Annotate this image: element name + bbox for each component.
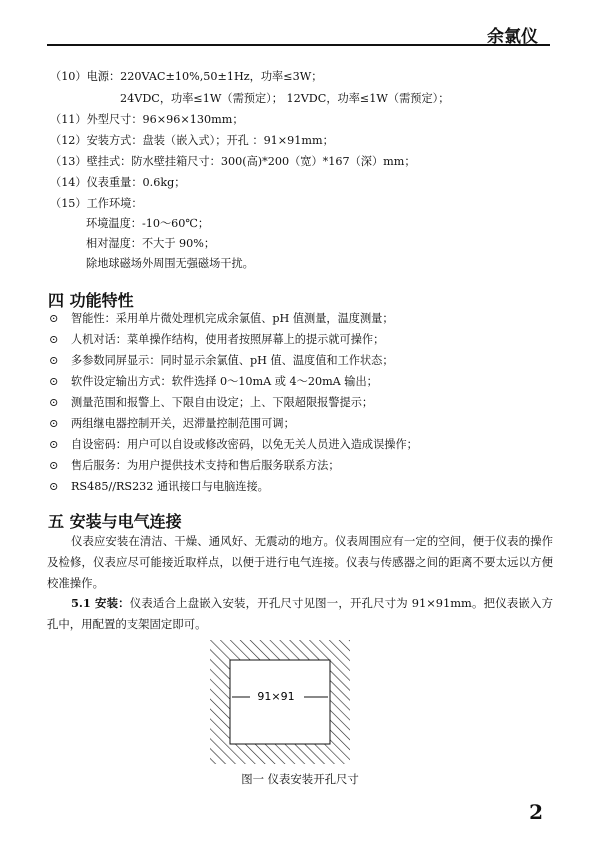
- feature-item: ⊙ RS485//RS232 通讯接口与电脑连接。: [49, 480, 269, 493]
- feature-item: ⊙ 测量范围和报警上、下限自由设定；上、下限超限报警提示；: [49, 396, 374, 409]
- section-5-1-label: 5.1 安装：: [71, 596, 130, 610]
- spec-env-humidity: 相对湿度：不大于 90%；: [86, 237, 216, 250]
- spec-line-15: （15）工作环境：: [50, 197, 143, 210]
- spec-line-10-cont: 24VDC，功率≤1W（需预定）； 12VDC，功率≤1W（需预定）；: [120, 92, 450, 105]
- section-5-1-paragraph: [47, 593, 553, 635]
- bullet-icon: ⊙: [49, 459, 59, 472]
- page-number: 2: [529, 800, 543, 824]
- section-4-title: 四 功能特性: [48, 291, 134, 310]
- spec-line-11: （11）外型尺寸：96×96×130mm；: [50, 113, 244, 126]
- feature-item: ⊙ 智能性：采用单片微处理机完成余氯值、pH 值测量，温度测量；: [49, 312, 394, 325]
- feature-item: ⊙ 两组继电器控制开关，迟滞量控制范围可调；: [49, 417, 295, 430]
- feature-item: ⊙ 软件设定输出方式：软件选择 0～10mA 或 4～20mA 输出；: [49, 375, 378, 388]
- feature-item: ⊙ 人机对话：菜单操作结构，使用者按照屏幕上的提示就可操作；: [49, 333, 385, 346]
- dimension-label: 91×91: [257, 690, 295, 703]
- bullet-icon: ⊙: [49, 417, 59, 430]
- figure-caption: 图一 仪表安装开孔尺寸: [241, 772, 359, 786]
- spec-line-13: （13）壁挂式：防水壁挂箱尺寸：300(高)*200（宽）*167（深）mm；: [50, 155, 416, 168]
- feature-item: ⊙ 自设密码：用户可以自设或修改密码，以免无关人员进入造成误操作；: [49, 438, 418, 451]
- spec-env-temp: 环境温度：-10～60℃；: [86, 217, 210, 230]
- bullet-icon: ⊙: [49, 312, 59, 325]
- spec-line-12: （12）安装方式：盘装（嵌入式）；开孔 ：91×91mm；: [50, 134, 334, 147]
- feature-item: ⊙ 多参数同屏显示：同时显示余氯值、pH 值、温度值和工作状态；: [49, 354, 394, 367]
- section-5-paragraph: 仪表应安装在清洁、干燥、通风好、无震动的地方。仪表周围应有一定的空间，便于仪表的操作及检修，仪表应尽可能接近取样点，以便于进行电气连接。仪表与传感器之间的距离不要太远以方便校准操作。: [47, 534, 553, 590]
- bullet-icon: ⊙: [49, 354, 59, 367]
- bullet-icon: ⊙: [49, 480, 59, 493]
- bullet-icon: ⊙: [49, 438, 59, 451]
- section-5-1-text: 仪表适合上盘嵌入安装，开孔尺寸见图一，开孔尺寸为 91×91mm。把仪表嵌入方孔中，用配置的支架固定即可。: [47, 596, 553, 631]
- spec-line-10: （10）电源：220VAC±10%,50±1Hz，功率≤3W；: [50, 70, 323, 83]
- bullet-icon: ⊙: [49, 396, 59, 409]
- section-5-title: 五 安装与电气连接: [48, 512, 182, 531]
- panel-cutout-figure: [210, 640, 350, 764]
- feature-item: ⊙ 售后服务：为用户提供技术支持和售后服务联系方法；: [49, 459, 340, 472]
- header-title: 余氯仪: [487, 27, 538, 47]
- spec-env-magnetic: 除地球磁场外周围无强磁场干扰。: [86, 257, 254, 270]
- bullet-icon: ⊙: [49, 375, 59, 388]
- bullet-icon: ⊙: [49, 333, 59, 346]
- spec-line-14: （14）仪表重量：0.6kg；: [50, 176, 186, 189]
- cutout-diagram: [210, 640, 350, 764]
- header-rule: [47, 44, 550, 46]
